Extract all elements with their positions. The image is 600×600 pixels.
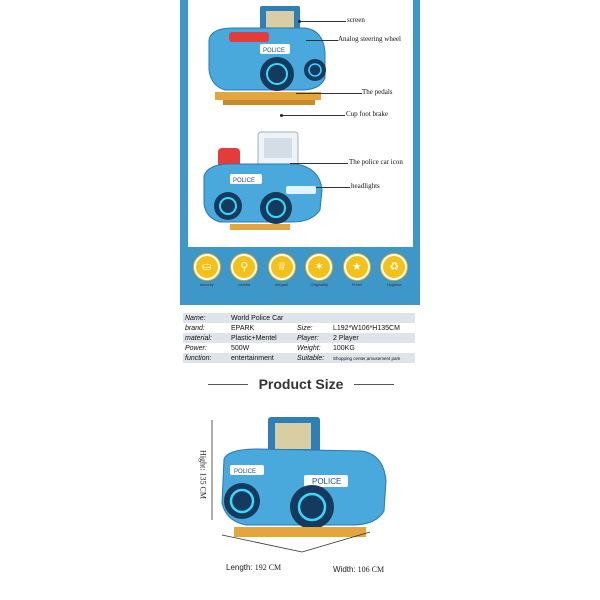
spec-key: Player: bbox=[297, 334, 319, 342]
callout-cup-foot-brake: Cup foot brake bbox=[346, 110, 388, 118]
recycle-icon: ♻ bbox=[381, 254, 407, 280]
magnifier-icon: ⚲ bbox=[231, 254, 257, 280]
spec-key: material: bbox=[185, 334, 212, 342]
height-dimension: Hight: 135 CM bbox=[198, 450, 208, 499]
spec-value: World Police Car bbox=[231, 314, 284, 322]
length-name: Length: bbox=[226, 563, 253, 572]
spec-key: Power: bbox=[185, 344, 207, 352]
width-name: Width: bbox=[333, 565, 356, 574]
spec-value: 500W bbox=[231, 344, 250, 352]
product-size-title: Product Size bbox=[258, 376, 344, 392]
spec-value: Shopping center,amusement park bbox=[333, 355, 401, 361]
width-dimension bbox=[333, 565, 384, 574]
callout-pedals: The pedals bbox=[362, 88, 393, 96]
spec-key: Size: bbox=[297, 324, 313, 332]
length-value: 192 CM bbox=[254, 563, 282, 572]
length-dimension bbox=[226, 563, 281, 572]
feature-label: elegant bbox=[275, 282, 289, 287]
callout-screen: screen bbox=[347, 16, 365, 24]
bulb-icon: ✶ bbox=[306, 254, 332, 280]
spec-key: function: bbox=[185, 354, 212, 362]
spec-value: EPARK bbox=[231, 324, 255, 332]
flame-icon: ★ bbox=[344, 254, 370, 280]
police-decal-front: POLICE bbox=[233, 178, 256, 184]
feature-label: careful bbox=[238, 282, 251, 287]
callout-steering-wheel: Analog steering wheel bbox=[338, 35, 401, 43]
spec-value: 100KG bbox=[333, 344, 355, 352]
callout-police-icon: The police car icon bbox=[349, 158, 403, 166]
spec-key: Name: bbox=[185, 314, 206, 322]
shield-icon: ⛀ bbox=[194, 254, 220, 280]
crown-icon: ♕ bbox=[269, 254, 295, 280]
width-value: 106 CM bbox=[357, 565, 385, 574]
feature-label: Hygiene bbox=[386, 282, 402, 287]
spec-value: L192*W106*H135CM bbox=[333, 324, 400, 332]
police-decal-dim: POLICE bbox=[234, 469, 257, 475]
police-decal: POLICE bbox=[263, 48, 286, 54]
spec-value: entertainment bbox=[231, 354, 274, 362]
callout-headlights: headlights bbox=[351, 182, 380, 190]
spec-key: Suitable: bbox=[297, 354, 325, 362]
spec-key: brand: bbox=[185, 324, 205, 332]
spec-value: Plastic+Mentel bbox=[231, 334, 277, 342]
feature-label: Fixed bbox=[351, 282, 362, 287]
police-decal-large: POLICE bbox=[312, 477, 342, 486]
spec-value: 2 Player bbox=[333, 334, 359, 342]
feature-label: Originality bbox=[310, 282, 329, 287]
spec-key: Weight: bbox=[297, 344, 321, 352]
feature-label: security bbox=[199, 282, 214, 287]
